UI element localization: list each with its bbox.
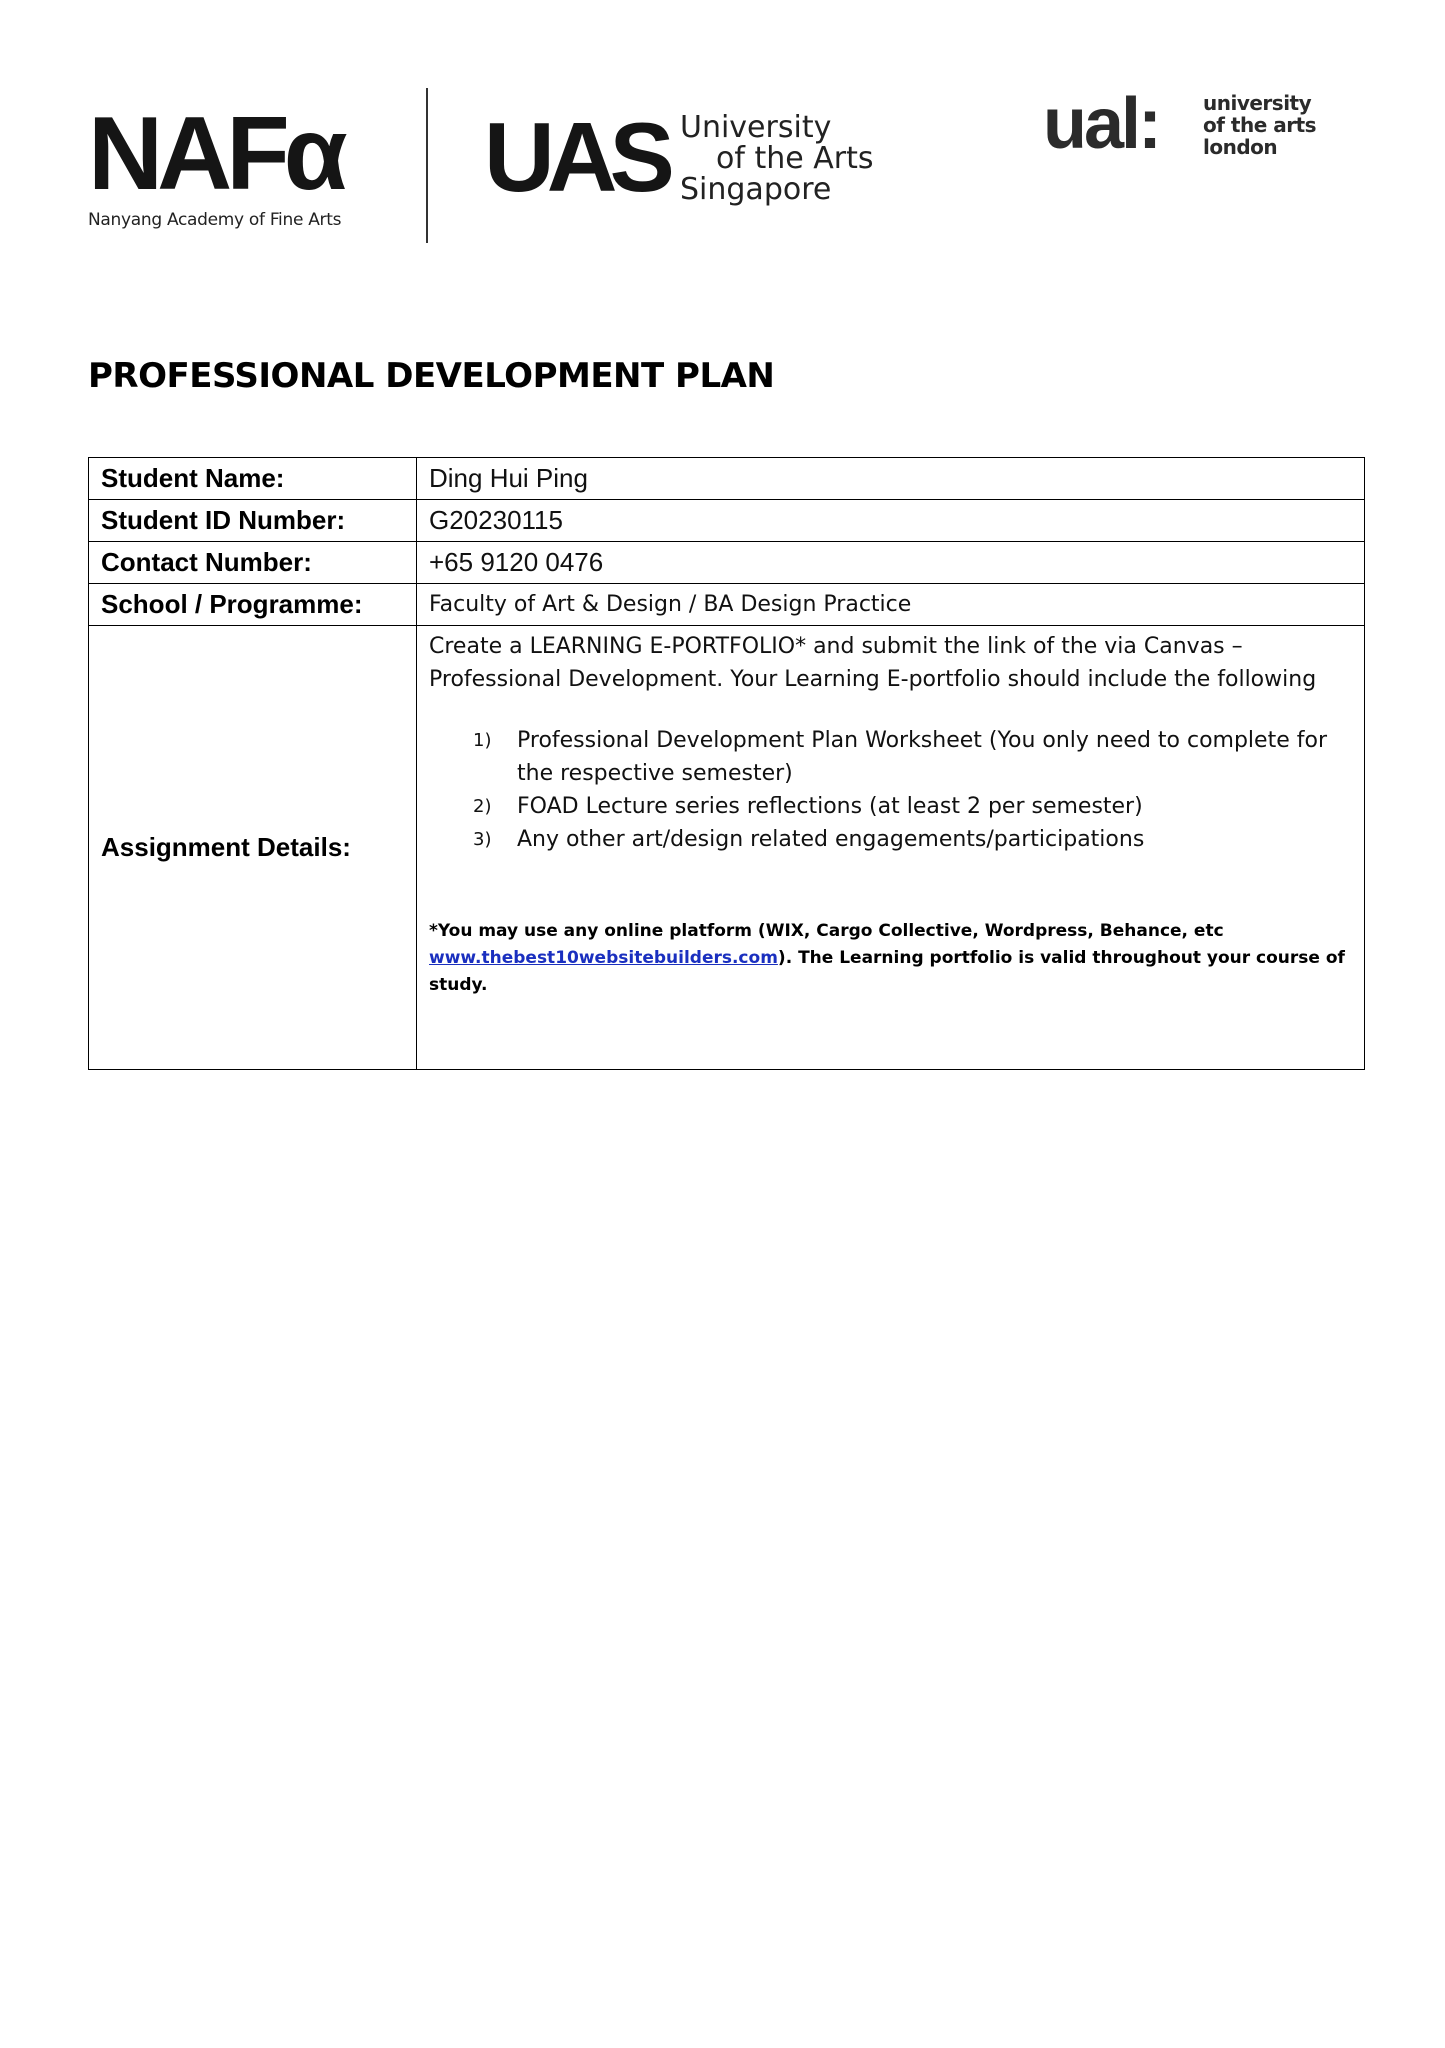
assignment-list — [429, 724, 1352, 856]
programme-value: Faculty of Art & Design / BA Design Practice — [417, 584, 1365, 626]
uas-line-3: Singapore — [680, 172, 832, 207]
programme-label: School / Programme: — [89, 584, 417, 626]
uas-text — [680, 112, 873, 205]
uas-line-1: University — [680, 110, 832, 145]
platform-note — [429, 918, 1352, 999]
list-text: FOAD Lecture series reflections (at least 2 per semester) — [517, 794, 1143, 819]
list-number: 2) — [473, 796, 492, 817]
ual-line-1: university — [1203, 91, 1312, 115]
ual-logo — [1043, 84, 1323, 168]
table-row — [89, 584, 1365, 626]
nafa-logo — [88, 96, 388, 232]
list-number: 1) — [473, 730, 492, 751]
table-row — [89, 500, 1365, 542]
table-row — [89, 542, 1365, 584]
page-title: PROFESSIONAL DEVELOPMENT PLAN — [88, 356, 775, 396]
student-name-label: Student Name: — [89, 458, 417, 500]
list-item — [429, 790, 1352, 823]
table-row — [89, 626, 1365, 1070]
logo-header — [0, 0, 1445, 260]
nafa-wordmark: NAFα — [88, 96, 342, 212]
assignment-details-value — [417, 626, 1365, 1070]
contact-number-label: Contact Number: — [89, 542, 417, 584]
uas-logo — [484, 102, 904, 218]
nafa-subtitle: Nanyang Academy of Fine Arts — [88, 210, 342, 230]
list-text: Any other art/design related engagements/participations — [517, 827, 1145, 852]
note-text-before: *You may use any online platform (WIX, Cargo Collective, Wordpress, Behance, etc — [429, 921, 1224, 941]
website-builders-link[interactable]: www.thebest10websitebuilders.com — [429, 948, 778, 968]
list-number: 3) — [473, 829, 492, 850]
ual-text — [1203, 92, 1316, 158]
list-item — [429, 724, 1352, 790]
student-id-label: Student ID Number: — [89, 500, 417, 542]
ual-wordmark: ual: — [1043, 84, 1160, 164]
list-text: Professional Development Plan Worksheet (You only need to complete for the respective semester) — [517, 728, 1327, 786]
student-name-value: Ding Hui Ping — [417, 458, 1365, 500]
assignment-intro: Create a LEARNING E-PORTFOLIO* and submit the link of the via Canvas – Professional Development. Your Learning E-portfolio should include the following — [429, 634, 1317, 692]
logo-divider — [426, 88, 428, 243]
list-item — [429, 823, 1352, 856]
table-row — [89, 458, 1365, 500]
student-id-value: G20230115 — [417, 500, 1365, 542]
ual-line-3: london — [1203, 135, 1278, 159]
ual-line-2: of the arts — [1203, 113, 1317, 137]
note-text-after: ). The Learning portfolio is valid throughout your course of study. — [429, 948, 1345, 995]
uas-wordmark: UAS — [484, 102, 667, 212]
student-info-table — [88, 457, 1365, 1070]
uas-line-2: of the Arts — [716, 141, 874, 176]
assignment-details-label: Assignment Details: — [89, 626, 417, 1070]
contact-number-value: +65 9120 0476 — [417, 542, 1365, 584]
